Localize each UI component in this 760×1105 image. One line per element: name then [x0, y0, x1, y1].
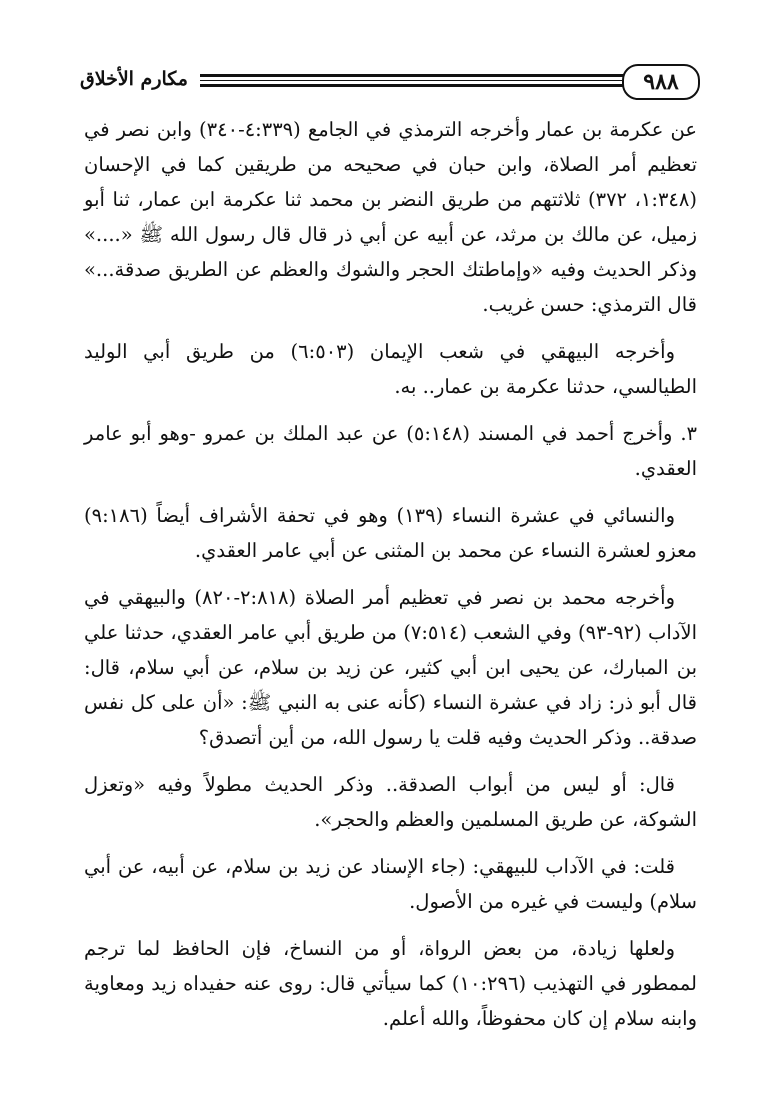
paragraph: عن عكرمة بن عمار وأخرجه الترمذي في الجامع (٤:٣٣٩-٣٤٠) وابن نصر في تعظيم أمر الصلاة، وابن حبان في صحيحه من طريقين كما في الإحسان (١:٣٤٨، ٣٧٢) ثلاثتهم من طريق النضر بن محمد ثنا عكرمة ابن عمار، ثنا أبو زميل، عن مالك بن مرثد، عن أبيه عن أبي ذر قال قال رسول الله ﷺ «....» وذكر الحديث وفيه «وإماطتك الحجر والشوك والعظم عن الطريق صدقة...» قال الترمذي: حسن غريب. [84, 118, 697, 316]
paragraph: ولعلها زيادة، من بعض الرواة، أو من النساخ، فإن الحافظ لما ترجم لممطور في التهذيب (١٠:٢٩٦) كما سيأتي قال: روى عنه حفيداه زيد ومعاوية وابنه سلام إن كان محفوظاً، والله أعلم. [84, 937, 698, 1030]
running-header [80, 62, 700, 102]
book-title: مكارم الأخلاق [80, 68, 188, 90]
paragraph: وأخرجه البيهقي في شعب الإيمان (٦:٥٠٣) من طريق أبي الوليد الطيالسي، حدثنا عكرمة بن عمار.. به. [84, 340, 697, 398]
page-number: ٩٨٨ [622, 64, 700, 100]
paragraph: قال: أو ليس من أبواب الصدقة.. وذكر الحديث مطولاً وفيه «وتعزل الشوكة، عن طريق المسلمين والعظم والحجر». [84, 773, 697, 831]
body-text [84, 112, 697, 1048]
numbered-paragraph: ٣. وأخرج أحمد في المسند (٥:١٤٨) عن عبد الملك بن عمرو -وهو أبو عامر العقدي. [84, 422, 697, 480]
paragraph: وأخرجه محمد بن نصر في تعظيم أمر الصلاة (٢:٨١٨-٨٢٠) والبيهقي في الآداب (٩٢-٩٣) وفي الشعب (٧:٥١٤) من طريق أبي عامر العقدي، حدثنا علي بن المبارك، عن يحيى ابن أبي كثير، عن زيد بن سلام، عن أبي سلام، قال: قال أبو ذر: زاد في عشرة النساء (كأنه عنى به النبي ﷺ: «أن على كل نفس صدقة.. وذكر الحديث وفيه قلت يا رسول الله، من أين أتصدق؟ [84, 586, 697, 749]
paragraph: والنسائي في عشرة النساء (١٣٩) وهو في تحفة الأشراف أيضاً (٩:١٨٦) معزو لعشرة النساء عن محمد بن المثنى عن أبي عامر العقدي. [84, 504, 697, 562]
header-rule [200, 74, 624, 90]
paragraph: قلت: في الآداب للبيهقي: (جاء الإسناد عن زيد بن سلام، عن أبيه، عن أبي سلام) وليست في غيره من الأصول. [84, 855, 697, 913]
